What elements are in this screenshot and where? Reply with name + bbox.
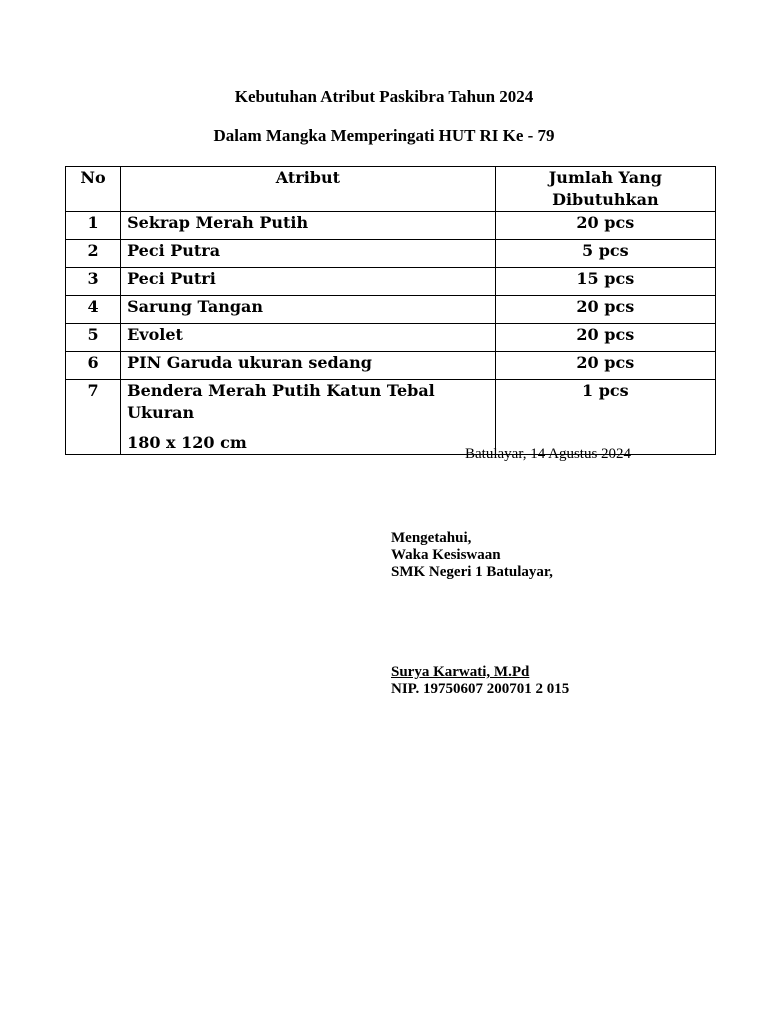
cell-quantity: 20 pcs [495, 352, 715, 380]
table-header-row [66, 167, 716, 212]
cell-no: 4 [66, 296, 121, 324]
signer-name: Surya Karwati, M.Pd [391, 664, 530, 680]
cell-attribute: Evolet [121, 324, 496, 352]
cell-no: 6 [66, 352, 121, 380]
cell-quantity: 20 pcs [495, 212, 715, 240]
cell-no: 5 [66, 324, 121, 352]
table-row [66, 296, 716, 324]
signer-position: Waka Kesiswaan [391, 547, 501, 563]
document-subtitle: Dalam Mangka Memperingati HUT RI Ke - 79 [213, 126, 555, 145]
cell-no: 3 [66, 268, 121, 296]
cell-quantity: 15 pcs [495, 268, 715, 296]
cell-attribute: Sekrap Merah Putih [121, 212, 496, 240]
cell-quantity: 20 pcs [495, 296, 715, 324]
header-no: No [66, 167, 121, 212]
cell-quantity: 20 pcs [495, 324, 715, 352]
cell-quantity: 5 pcs [495, 240, 715, 268]
table-row [66, 352, 716, 380]
signer-nip: NIP. 19750607 200701 2 015 [391, 681, 570, 697]
header-quantity: Jumlah Yang Dibutuhkan [495, 167, 715, 212]
acknowledged-label: Mengetahui, [391, 530, 472, 546]
table-row [66, 324, 716, 352]
cell-attribute: PIN Garuda ukuran sedang [121, 352, 496, 380]
signer-block [391, 664, 569, 698]
cell-attribute [121, 380, 496, 455]
cell-attribute-line-2: 180 x 120 cm [127, 433, 247, 452]
cell-no: 1 [66, 212, 121, 240]
document-title: Kebutuhan Atribut Paskibra Tahun 2024 [234, 87, 534, 106]
table-row [66, 212, 716, 240]
school-name: SMK Negeri 1 Batulayar, [391, 564, 553, 580]
cell-attribute: Peci Putra [121, 240, 496, 268]
table-row [66, 268, 716, 296]
cell-attribute-line-1: Bendera Merah Putih Katun Tebal Ukuran [127, 381, 435, 422]
cell-no: 2 [66, 240, 121, 268]
cell-quantity: 1 pcs [495, 380, 715, 455]
header-attribute: Atribut [121, 167, 496, 212]
table-row [66, 240, 716, 268]
attribute-table [65, 166, 716, 455]
signature-block [391, 530, 553, 581]
table-row [66, 380, 716, 455]
cell-attribute: Peci Putri [121, 268, 496, 296]
cell-attribute: Sarung Tangan [121, 296, 496, 324]
place-date: Batulayar, 14 Agustus 2024 [465, 446, 632, 462]
cell-no: 7 [66, 380, 121, 455]
